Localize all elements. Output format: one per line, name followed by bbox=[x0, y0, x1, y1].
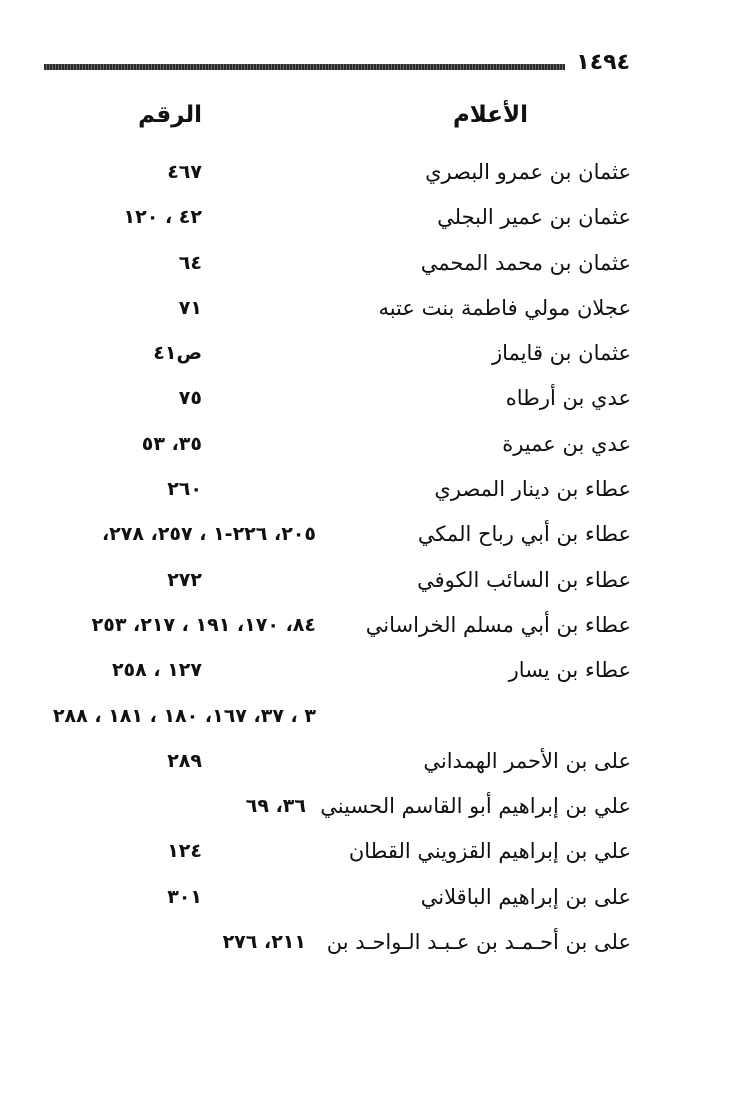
header-rule bbox=[44, 64, 565, 70]
index-list bbox=[0, 150, 748, 965]
reference-numbers: ٣ ، ٣٧، ١٦٧، ١٨٠ ، ١٨١ ، ٢٨٨ bbox=[52, 704, 316, 727]
reference-numbers: ٢٨٩ bbox=[167, 749, 202, 772]
index-row bbox=[0, 286, 748, 331]
person-name: علي بن إبراهيم أبو القاسم الحسيني bbox=[320, 794, 631, 819]
person-name: عدي بن أرطاه bbox=[505, 386, 631, 411]
index-row bbox=[0, 422, 748, 467]
index-row bbox=[0, 150, 748, 195]
index-row bbox=[0, 739, 748, 784]
reference-numbers: ٣٥، ٥٣ bbox=[141, 432, 202, 455]
reference-numbers: ٢٦٠ bbox=[167, 478, 202, 501]
reference-numbers: ٨٤، ١٧٠، ١٩١ ، ٢١٧، ٢٥٣ bbox=[91, 613, 316, 636]
index-row bbox=[0, 331, 748, 376]
page-number: ١٤٩٤ bbox=[576, 50, 630, 75]
index-row bbox=[0, 694, 748, 739]
names-column-header: الأعلام bbox=[452, 102, 528, 128]
index-row bbox=[0, 467, 748, 512]
person-name: عطاء بن أبي رباح المكي bbox=[417, 522, 631, 547]
person-name: عثمان بن عمرو البصري bbox=[425, 160, 631, 184]
reference-numbers: ص٤١ bbox=[153, 342, 202, 365]
person-name: علي بن إبراهيم القزويني القطان bbox=[348, 839, 631, 864]
reference-numbers: ٤٦٧ bbox=[167, 161, 202, 183]
person-name: عطاء بن السائب الكوفي bbox=[417, 567, 631, 592]
reference-numbers: ٢٠٥، ٢٢٦-١ ، ٢٥٧، ٢٧٨، bbox=[101, 523, 316, 546]
person-name: عطاء بن يسار bbox=[508, 658, 631, 683]
reference-numbers: ٧١ bbox=[178, 296, 202, 319]
person-name: على بن أحـمـد بن عـبـد الـواحـد بن bbox=[326, 930, 631, 955]
index-row bbox=[0, 784, 748, 829]
reference-numbers: ٤٢ ، ١٢٠ bbox=[123, 206, 202, 229]
index-row bbox=[0, 603, 748, 648]
reference-numbers: ٣٦، ٦٩ bbox=[245, 795, 306, 818]
person-name: عثمان بن قايماز bbox=[492, 341, 631, 366]
reference-numbers: ١٢٧ ، ٢٥٨ bbox=[111, 659, 202, 682]
index-row bbox=[0, 829, 748, 874]
reference-numbers: ٧٥ bbox=[178, 387, 202, 410]
person-name: عطاء بن دينار المصري bbox=[434, 477, 631, 502]
reference-numbers: ٢٧٢ bbox=[167, 568, 202, 591]
person-name: عدي بن عميرة bbox=[502, 431, 631, 456]
reference-numbers: ٣٠١ bbox=[167, 885, 202, 908]
person-name: على بن الأحمر الهمداني bbox=[423, 748, 631, 773]
person-name: على بن إبراهيم الباقلاني bbox=[420, 884, 631, 909]
index-row bbox=[0, 241, 748, 286]
index-row bbox=[0, 875, 748, 920]
index-row bbox=[0, 195, 748, 240]
index-row bbox=[0, 558, 748, 603]
index-row bbox=[0, 376, 748, 421]
reference-numbers: ١٢٤ bbox=[167, 840, 202, 863]
index-row bbox=[0, 512, 748, 557]
person-name: عثمان بن محمد المحمي bbox=[420, 250, 631, 275]
person-name: عجلان مولي فاطمة بنت عتبه bbox=[378, 295, 631, 320]
index-row bbox=[0, 920, 748, 965]
person-name: عطاء بن أبي مسلم الخراساني bbox=[365, 612, 631, 637]
reference-numbers: ٢١١، ٢٧٦ bbox=[222, 931, 306, 954]
person-name: عثمان بن عمير البجلي bbox=[437, 205, 631, 230]
numbers-column-header: الرقم bbox=[138, 102, 202, 128]
reference-numbers: ٦٤ bbox=[178, 251, 202, 274]
index-row bbox=[0, 648, 748, 693]
